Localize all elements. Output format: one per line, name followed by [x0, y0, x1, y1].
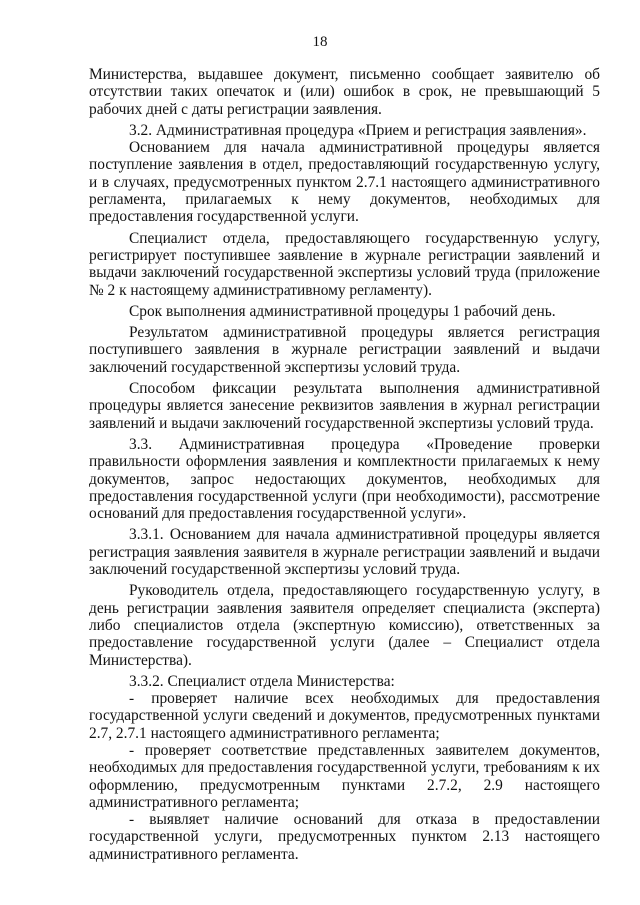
paragraph-continuation: Министерства, выдавшее документ, письменно сообщает заявителю об отсутствии таких опечаток и (или) ошибок в срок, не превышающий 5 рабочих дней с даты регистрации заявления.	[89, 66, 600, 118]
list-item-checks-presence: - проверяет наличие всех необходимых для предоставления государственной услуги сведений и документов, предусмотренных пунктами 2.7, 2.7.1 настоящего административного регламента;	[89, 690, 600, 742]
list-item-checks-compliance: - проверяет соответствие представленных заявителем документов, необходимых для предоставления государственной услуги, требованиям к их оформлению, предусмотренным пунктами 2.7.2, 2.9 настоящего административного регламента;	[89, 741, 600, 811]
paragraph-specialist-registers: Специалист отдела, предоставляющего государственную услугу, регистрирует поступившее заявление в журнале регистрации заявлений и выдачи заключений государственной экспертизы условий труда (приложение № 2 к настоящему административному регламенту).	[89, 229, 600, 299]
page-number: 18	[312, 34, 328, 50]
paragraph-3-3-1: 3.3.1. Основанием для начала административной процедуры является регистрация заявления заявителя в журнале регистрации заявлений и выдачи заключений государственной экспертизы условий труда.	[89, 526, 600, 579]
list-item-identifies-grounds: - выявляет наличие оснований для отказа в предоставлении государственной услуги, предусмотренных пунктом 2.13 настоящего административного регламента.	[89, 811, 600, 863]
paragraph-basis-3-2: Основанием для начала административной процедуры является поступление заявления в отдел, предоставляющий государственную услугу, и в случаях, предусмотренных пунктом 2.7.1 настоящего административного регламента, прилагаемых к нему документов, необходимых для предоставления государственной услуги.	[89, 139, 600, 226]
document-body	[89, 66, 600, 863]
paragraph-deadline: Срок выполнения административной процедуры 1 рабочий день.	[129, 302, 556, 320]
section-heading-3-3: 3.3. Административная процедура «Проведение проверки правильности оформления заявления и комплектности прилагаемых к нему документов, запрос недостающих документов, необходимых для предоставления государственной услуги (при необходимости), рассмотрение оснований для предоставления государственной услуги».	[89, 435, 600, 523]
paragraph-fixation-method: Способом фиксации результата выполнения административной процедуры является занесение реквизитов заявления в журнал регистрации заявлений и выдачи заключений государственной экспертизы условий труда.	[89, 380, 600, 432]
section-heading-3-2: 3.2. Административная процедура «Прием и регистрация заявления».	[129, 121, 587, 139]
paragraph-head-of-department: Руководитель отдела, предоставляющего государственную услугу, в день регистрации заявления заявителя определяет специалиста (эксперта) либо специалистов отдела (экспертную комиссию), ответственных за предоставление государственной услуги (далее – Специалист отдела Министерства).	[89, 582, 600, 669]
paragraph-3-3-2: 3.3.2. Специалист отдела Министерства:	[129, 672, 395, 690]
paragraph-result: Результатом административной процедуры является регистрация поступившего заявления в журнале регистрации заявлений и выдачи заключений государственной экспертизы условий труда.	[89, 324, 600, 376]
